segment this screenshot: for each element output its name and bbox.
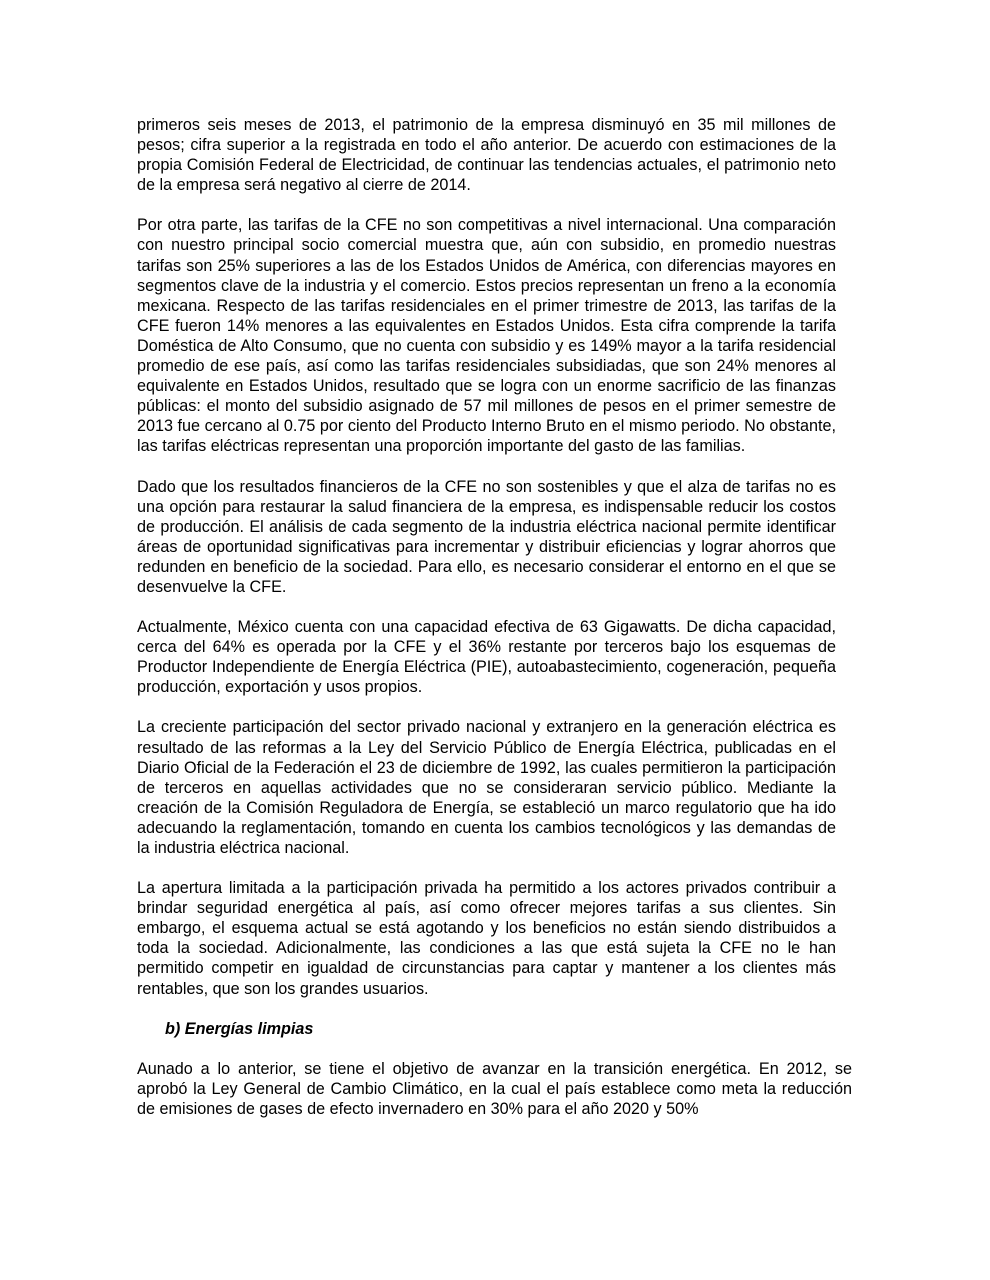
section-heading-clean-energy: b) Energías limpias — [165, 1019, 314, 1038]
paragraph-installed-capacity: Actualmente, México cuenta con una capacidad efectiva de 63 Gigawatts. De dicha capacidad, cerca del 64% es operada por la CFE y el 36% restante por terceros bajo los esquemas de Productor Independiente de Energía Eléctrica (PIE), autoabastecimiento, cogeneración, pequeña producción, exportación y usos propios. — [137, 618, 836, 697]
paragraph-private-participation: La creciente participación del sector privado nacional y extranjero en la generación eléctrica es resultado de las reformas a la Ley del Servicio Público de Energía Eléctrica, publicadas en el Diario Oficial de la Federación el 23 de diciembre de 1992, las cuales permitieron la participación de terceros en aquellas actividades que no se consideraran servicio público. Mediante la creación de la Comisión Reguladora de Energía, se estableció un marco regulatorio que ha ido adecuando la reglamentación, tomando en cuenta los cambios tecnológicos y las demandas de la industria eléctrica nacional. — [137, 718, 836, 857]
document-page — [137, 115, 852, 1139]
paragraph-energy-transition: Aunado a lo anterior, se tiene el objetivo de avanzar en la transición energética. En 2012, se aprobó la Ley General de Cambio Climático, en la cual el país establece como meta la reducción de emisiones de gases de efecto invernadero en 30% para el año 2020 y 50% — [137, 1059, 852, 1118]
paragraph-cfe-equity: primeros seis meses de 2013, el patrimonio de la empresa disminuyó en 35 mil millones de pesos; cifra superior a la registrada en todo el año anterior. De acuerdo con estimaciones de la propia Comisión Federal de Electricidad, de continuar las tendencias actuales, el patrimonio neto de la empresa será negativo al cierre de 2014. — [137, 116, 836, 195]
paragraph-limited-opening: La apertura limitada a la participación privada ha permitido a los actores privados contribuir a brindar seguridad energética al país, así como ofrecer mejores tarifas a sus clientes. Sin embargo, el esquema actual se está agotando y los beneficios no están siendo distribuidos a toda la sociedad. Adicionalmente, las condiciones a las que está sujeta la CFE no le han permitido competir en igualdad de circunstancias para captar y mantener a los clientes más rentables, que son los grandes usuarios. — [137, 879, 836, 998]
paragraph-cfe-tariffs: Por otra parte, las tarifas de la CFE no son competitivas a nivel internacional. Una comparación con nuestro principal socio comercial muestra que, aún con subsidio, en promedio nuestras tarifas son 25% superiores a las de los Estados Unidos de América, con diferencias mayores en segmentos clave de la industria y el comercio. Estos precios representan un freno a la economía mexicana. Respecto de las tarifas residenciales en el primer trimestre de 2013, las tarifas de la CFE fueron 14% menores a las equivalentes en Estados Unidos. Esta cifra comprende la tarifa Doméstica de Alto Consumo, que no cuenta con subsidio y es 149% mayor a la tarifa residencial promedio de ese país, así como las tarifas residenciales subsidiadas, que son 24% menores al equivalente en Estados Unidos, resultado que se logra con un enorme sacrificio de las finanzas públicas: el monto del subsidio asignado de 57 mil millones de pesos en el primer semestre de 2013 fue cercano al 0.75 por ciento del Producto Interno Bruto en el mismo periodo. No obstante, las tarifas eléctricas representan una proporción importante del gasto de las familias. — [137, 216, 836, 456]
paragraph-production-costs: Dado que los resultados financieros de la CFE no son sostenibles y que el alza de tarifas no es una opción para restaurar la salud financiera de la empresa, es indispensable reducir los costos de producción. El análisis de cada segmento de la industria eléctrica nacional permite identificar áreas de oportunidad significativas para incrementar y distribuir eficiencias y lograr ahorros que redunden en beneficio de la sociedad. Para ello, es necesario considerar el entorno en el que se desenvuelve la CFE. — [137, 477, 836, 596]
